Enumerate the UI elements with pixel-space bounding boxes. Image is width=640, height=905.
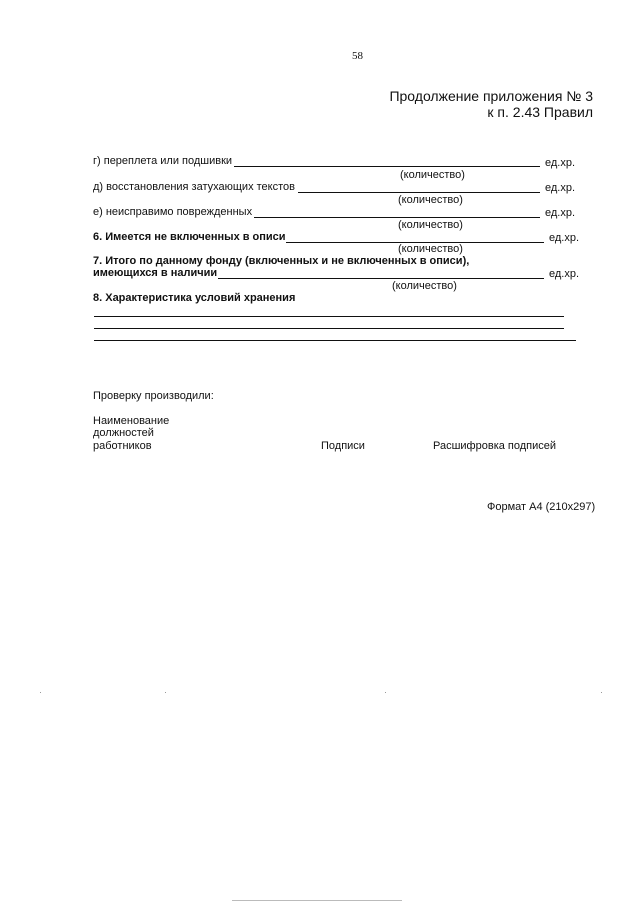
positions-label-line1: Наименование [93,415,170,427]
row-restoration-label: д) восстановления затухающих текстов [93,181,295,193]
appendix-reference: к п. 2.43 Правил [487,104,593,120]
storage-conditions-line-2 [94,328,564,329]
scan-speck [385,692,386,693]
section-6-unit: ед.хр. [549,232,580,244]
section-7-caption: (количество) [392,280,457,292]
scan-speck [165,692,166,693]
row-damaged-caption: (количество) [398,219,463,231]
section-6-caption: (количество) [398,243,463,255]
row-binding-unit: ед.хр. [545,157,576,169]
row-restoration-field [298,192,540,193]
row-binding-field [234,166,540,167]
positions-label-line3: работников [93,440,152,452]
scan-speck [40,692,41,693]
positions-label-line2: должностей [93,427,154,439]
paper-format-note: Формат А4 (210x297) [487,501,596,513]
row-binding-label: г) переплета или подшивки [93,155,233,167]
section-7-field [218,278,544,279]
section-7-unit: ед.хр. [549,268,580,280]
appendix-title: Продолжение приложения № 3 [389,88,593,104]
bottom-edge-mark [232,900,402,901]
checked-by-label: Проверку производили: [93,390,214,402]
row-restoration-unit: ед.хр. [545,182,576,194]
row-damaged-label: е) неисправимо поврежденных [93,206,253,218]
row-damaged-unit: ед.хр. [545,207,576,219]
storage-conditions-line-1 [94,316,564,317]
row-damaged-field [254,217,540,218]
signatures-label: Подписи [321,440,365,452]
scan-speck [601,692,602,693]
storage-conditions-line-3 [94,340,576,341]
section-6-label: 6. Имеется не включенных в описи [93,231,286,243]
section-7-label-line1: 7. Итого по данному фонду (включенных и не включенных в описи), [93,255,470,267]
row-binding-caption: (количество) [400,169,465,181]
row-restoration-caption: (количество) [398,194,463,206]
section-7-label-line2: имеющихся в наличии [93,267,218,279]
section-8-title: 8. Характеристика условий хранения [93,292,296,304]
signature-decoding-label: Расшифровка подписей [433,440,557,452]
page-number: 58 [352,50,363,62]
